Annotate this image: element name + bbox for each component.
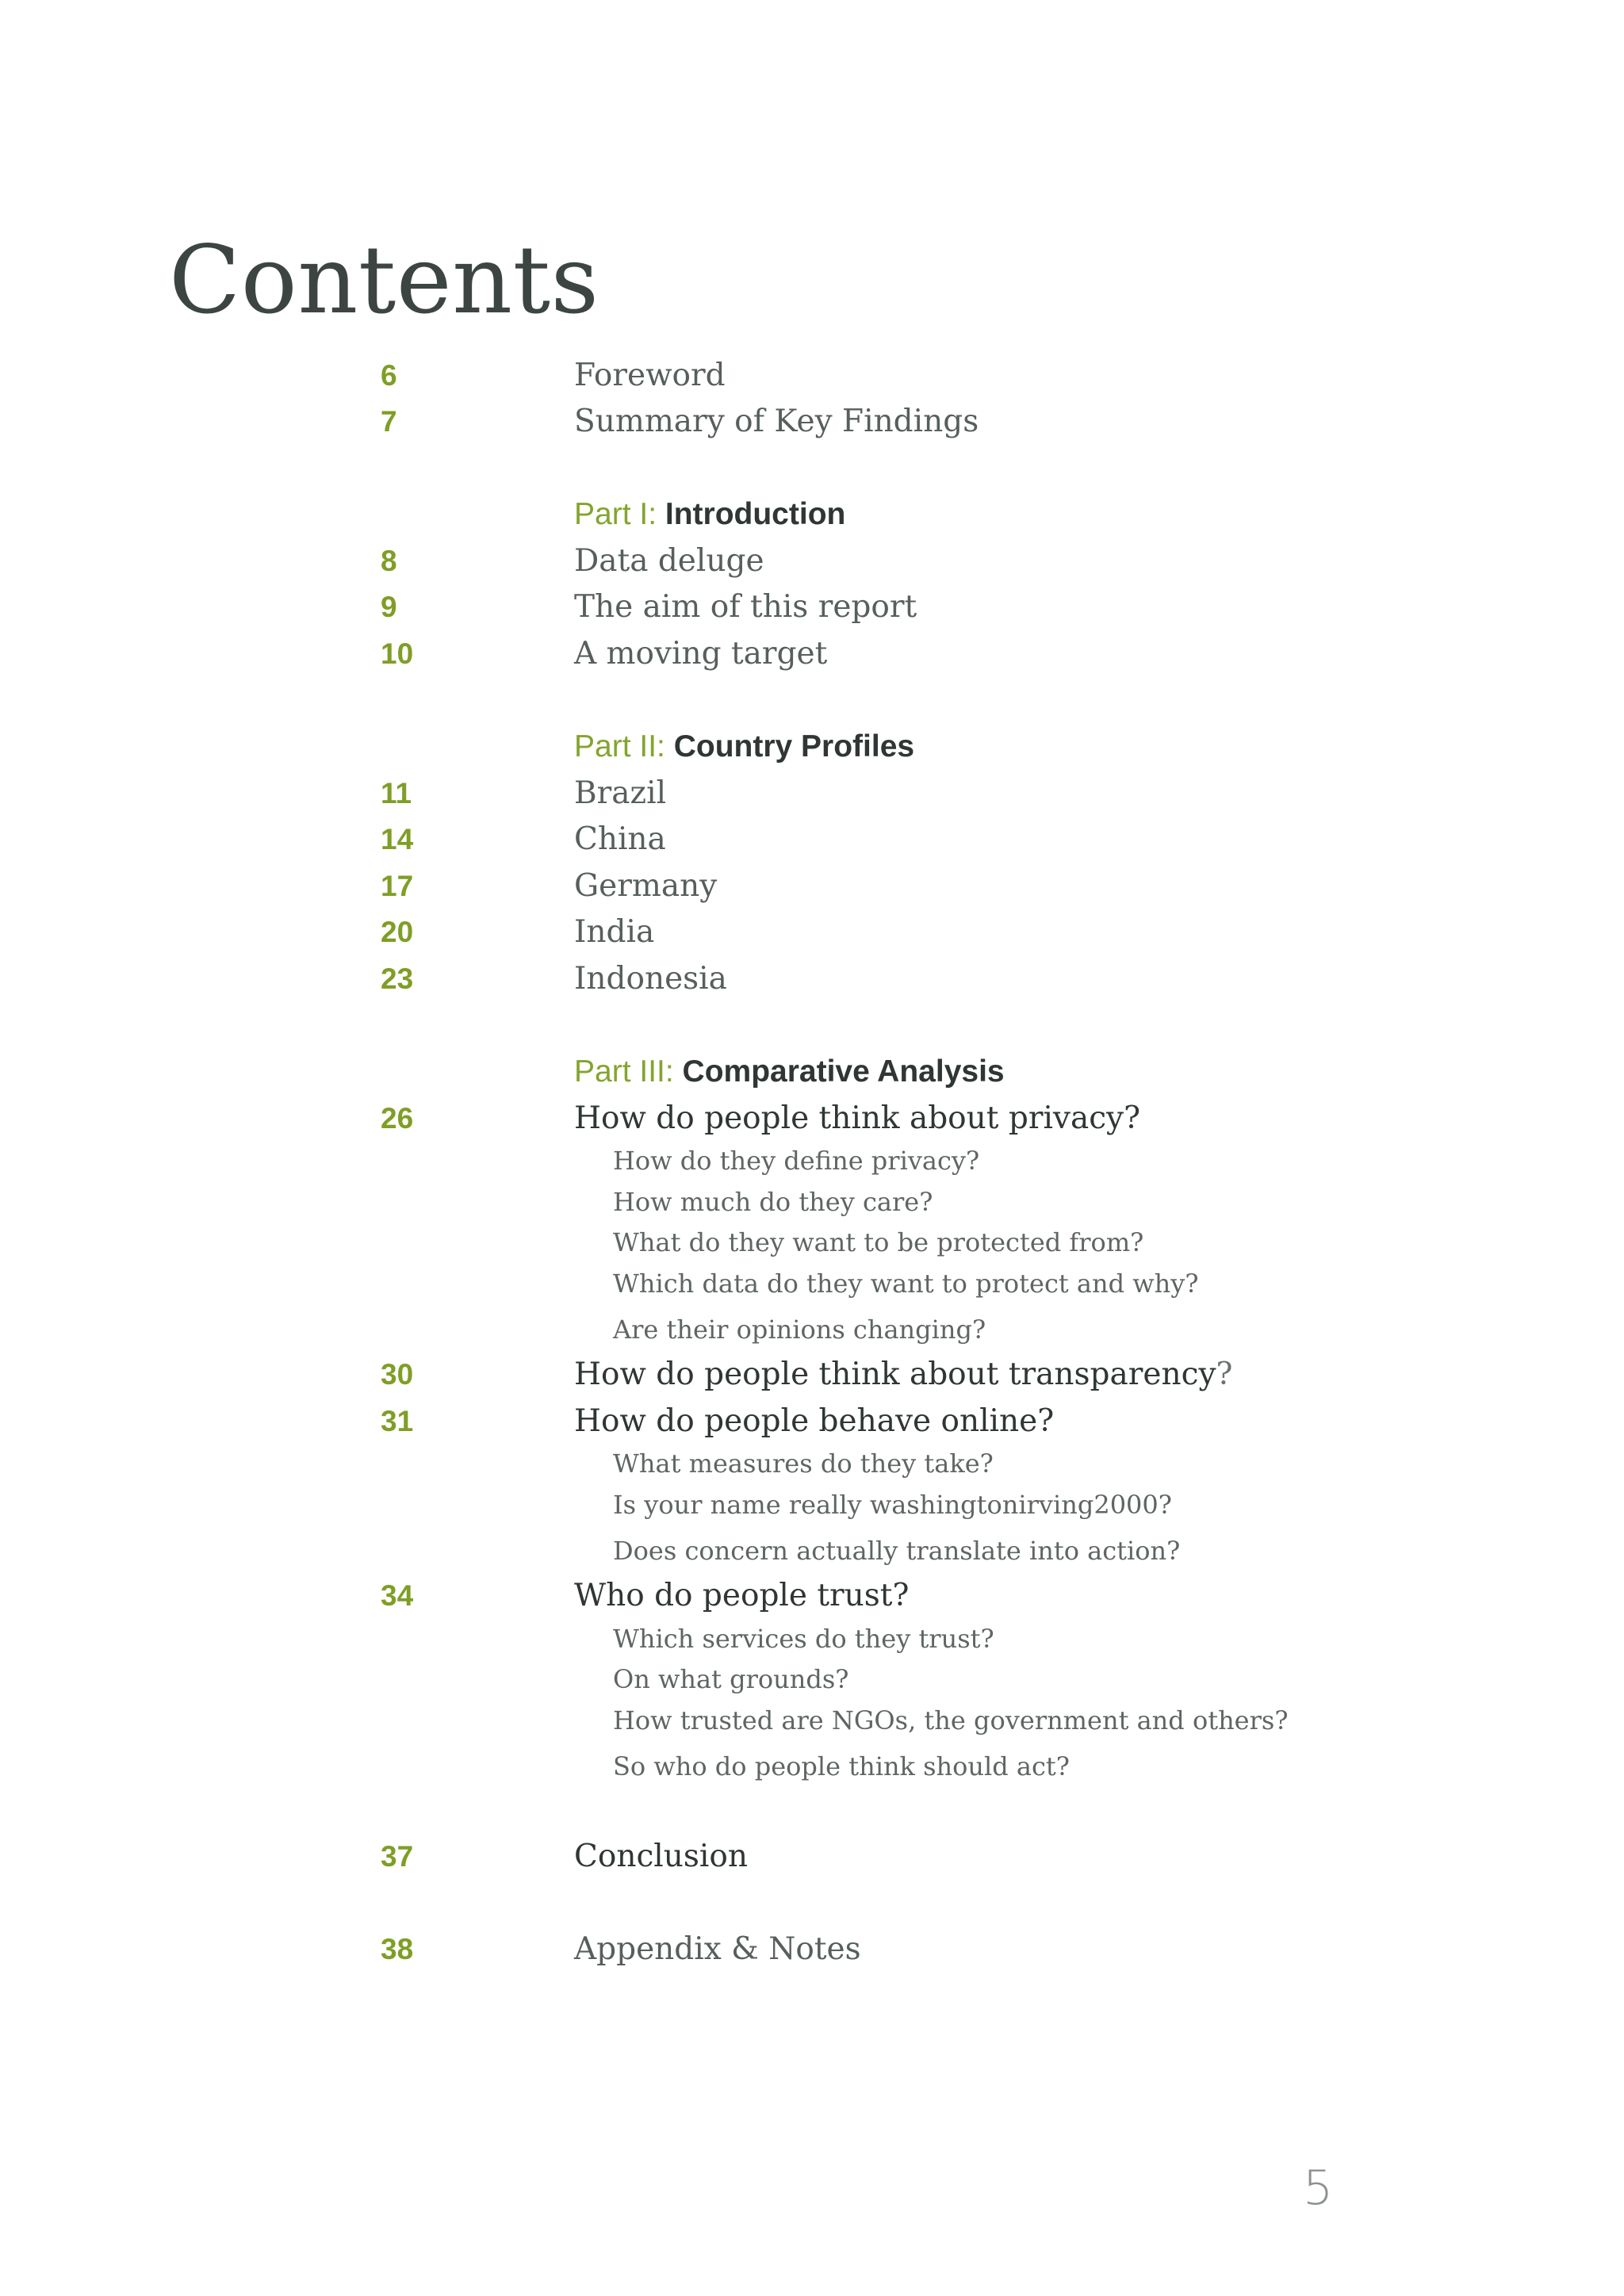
toc-page-number: 20 bbox=[381, 916, 414, 948]
toc-page-number: 11 bbox=[381, 777, 412, 809]
part-heading bbox=[574, 725, 914, 769]
toc-entry-title: A moving target bbox=[574, 636, 828, 672]
toc-entry-title bbox=[574, 1351, 1232, 1399]
toc-page-number: 38 bbox=[381, 1933, 414, 1965]
toc-entry-title: Conclusion bbox=[574, 1839, 748, 1874]
toc-page-number: 26 bbox=[381, 1102, 414, 1135]
toc-entry-title: Brazil bbox=[574, 775, 667, 811]
toc-page-number: 10 bbox=[381, 637, 414, 670]
toc-entry-title: China bbox=[574, 821, 666, 857]
toc-entry-title: Germany bbox=[574, 868, 718, 904]
toc-subentry-title: Which services do they trust? bbox=[613, 1624, 994, 1654]
part-heading bbox=[574, 1050, 1005, 1094]
toc-subentry-title: How do they define privacy? bbox=[613, 1146, 980, 1176]
toc-entry-title: Summary of Key Findings bbox=[574, 404, 979, 439]
part-heading bbox=[574, 492, 845, 537]
toc-page-number: 31 bbox=[381, 1405, 414, 1437]
toc-page-number: 6 bbox=[381, 359, 397, 392]
toc-subentry-title: On what grounds? bbox=[613, 1664, 849, 1694]
part-name: Country Profiles bbox=[673, 729, 915, 763]
toc-entry-title: India bbox=[574, 914, 655, 950]
toc-entry-title: The aim of this report bbox=[574, 589, 917, 625]
toc-page-number: 34 bbox=[381, 1579, 414, 1612]
toc-entry-title: Who do people trust? bbox=[574, 1578, 910, 1613]
part-label: Part II: bbox=[574, 729, 665, 763]
toc-page-number: 30 bbox=[381, 1358, 414, 1391]
toc-page-number: 14 bbox=[381, 823, 414, 855]
toc-entry-title: Data deluge bbox=[574, 543, 764, 579]
toc-subentry-title: What do they want to be protected from? bbox=[613, 1227, 1144, 1257]
toc-entry-title-text: How do people think about transparency bbox=[574, 1357, 1216, 1392]
toc-subentry-title: Are their opinions changing? bbox=[613, 1314, 986, 1345]
toc-entry-title: How do people behave online? bbox=[574, 1403, 1055, 1439]
toc-subentry-title: How trusted are NGOs, the government and others? bbox=[613, 1705, 1289, 1735]
toc-entry-title: How do people think about privacy? bbox=[574, 1100, 1140, 1136]
toc-entry-title: Foreword bbox=[574, 358, 726, 393]
toc-page-number: 7 bbox=[381, 405, 397, 438]
toc-subentry-title: Which data do they want to protect and why? bbox=[613, 1269, 1199, 1299]
page-number: 5 bbox=[1303, 2160, 1334, 2216]
toc-page-number: 9 bbox=[381, 591, 397, 623]
toc-entry-title: Indonesia bbox=[574, 961, 727, 997]
part-label: Part III: bbox=[574, 1054, 674, 1089]
toc-subentry-title: So who do people think should act? bbox=[613, 1751, 1070, 1781]
toc-page-number: 37 bbox=[381, 1840, 414, 1873]
toc-entry-title-suffix: ? bbox=[1216, 1357, 1233, 1392]
toc-subentry-title: How much do they care? bbox=[613, 1187, 933, 1217]
toc-subentry-title: Is your name really washingtonirving2000? bbox=[613, 1490, 1172, 1520]
toc-page-number: 23 bbox=[381, 962, 414, 995]
part-name: Comparative Analysis bbox=[682, 1054, 1005, 1089]
toc-page-number: 17 bbox=[381, 870, 414, 902]
page-title: Contents bbox=[169, 225, 599, 335]
toc-subentry-title: What measures do they take? bbox=[613, 1448, 994, 1479]
toc-page-number: 8 bbox=[381, 545, 397, 577]
toc-entry-title: Appendix & Notes bbox=[574, 1931, 861, 1967]
toc-subentry-title: Does concern actually translate into action? bbox=[613, 1536, 1181, 1566]
part-label: Part I: bbox=[574, 497, 657, 531]
part-name: Introduction bbox=[665, 497, 846, 531]
